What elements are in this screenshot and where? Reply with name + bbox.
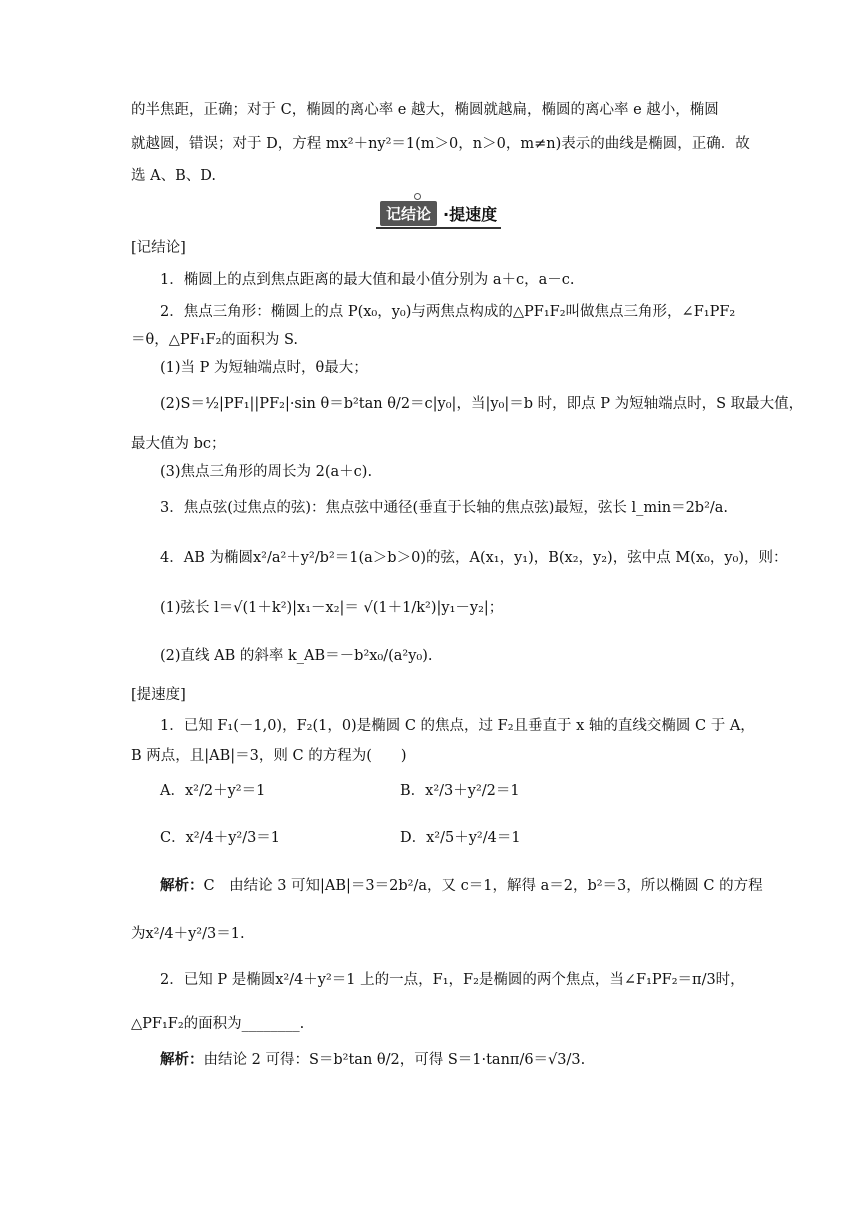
solution-2-label: 解析： [160, 1051, 204, 1068]
banner-left-label: 记结论 [380, 201, 437, 226]
intro-line-3: 选 A、B、D. [131, 168, 216, 184]
option-d: D．x²/5＋y²/4＝1 [400, 830, 521, 846]
option-b: B．x²/3＋y²/2＝1 [400, 783, 520, 799]
banner-right-label: ·提速度 [443, 204, 498, 224]
solution-1-line-2: 为x²/4＋y²/3＝1. [131, 926, 245, 942]
conclusion-2-line-2: ＝θ，△PF₁F₂的面积为 S. [131, 332, 299, 348]
question-2-line-1: 2．已知 P 是椭圆x²/4＋y²＝1 上的一点，F₁，F₂是椭圆的两个焦点，当∠F₁PF₂＝π/3时， [160, 972, 745, 988]
conclusions-header: [记结论] [131, 240, 186, 256]
solution-1-text: C 由结论 3 可知|AB|＝3＝2b²/a，又 c＝1，解得 a＝2，b²＝3，所以椭圆 C 的方程 [203, 878, 763, 894]
intro-line-2: 就越圆，错误；对于 D，方程 mx²＋ny²＝1(m＞0，n＞0，m≠n)表示的曲线是椭圆，正确．故 [131, 136, 750, 152]
conclusion-2-item-3: (3)焦点三角形的周长为 2(a＋c). [160, 464, 373, 480]
conclusion-2-line-1: 2．焦点三角形：椭圆上的点 P(x₀，y₀)与两焦点构成的△PF₁F₂叫做焦点三角形，∠F₁PF₂ [160, 304, 736, 320]
conclusion-1: 1．椭圆上的点到焦点距离的最大值和最小值分别为 a＋c，a－c. [160, 272, 575, 288]
question-2-line-2: △PF₁F₂的面积为________. [131, 1016, 305, 1032]
practice-header: [提速度] [131, 687, 186, 703]
conclusion-4: 4．AB 为椭圆x²/a²＋y²/b²＝1(a＞b＞0)的弦，A(x₁，y₁)，B(x₂，y₂)，弦中点 M(x₀，y₀)，则： [160, 550, 788, 566]
option-a: A．x²/2＋y²＝1 [160, 783, 266, 799]
conclusion-2-item-2-line-2: 最大值为 bc； [131, 436, 226, 452]
option-c: C．x²/4＋y²/3＝1 [160, 830, 281, 846]
intro-line-1: 的半焦距，正确；对于 C，椭圆的离心率 e 越大，椭圆就越扁，椭圆的离心率 e 越小，椭圆 [131, 102, 719, 118]
solution-2-text: 由结论 2 可得：S＝b²tan θ/2，可得 S＝1·tanπ/6＝√3/3. [203, 1052, 586, 1068]
conclusion-3: 3．焦点弦(过焦点的弦)：焦点弦中通径(垂直于长轴的焦点弦)最短，弦长 l_min＝2b²/a. [160, 500, 729, 516]
conclusion-4-item-1: (1)弦长 l＝√(1＋k²)|x₁－x₂|＝ √(1＋1/k²)|y₁－y₂|； [160, 600, 504, 616]
question-1-line-1: 1．已知 F₁(－1,0)，F₂(1，0)是椭圆 C 的焦点，过 F₂且垂直于 x 轴的直线交椭圆 C 于 A， [160, 718, 755, 734]
conclusion-2-item-2-line-1: (2)S＝½|PF₁||PF₂|·sin θ＝b²tan θ/2＝c|y₀|，当|y₀|＝b 时，即点 P 为短轴端点时，S 取最大值， [160, 396, 804, 412]
conclusion-4-item-2: (2)直线 AB 的斜率 k_AB＝－b²x₀/(a²y₀). [160, 648, 433, 664]
conclusion-2-item-1: (1)当 P 为短轴端点时，θ最大； [160, 360, 368, 376]
solution-1-label: 解析： [160, 877, 204, 894]
section-banner [376, 199, 501, 229]
solution-2 [160, 1050, 585, 1070]
solution-1-line-1 [160, 876, 763, 896]
question-1-line-2: B 两点，且|AB|＝3，则 C 的方程为( ) [131, 748, 407, 764]
